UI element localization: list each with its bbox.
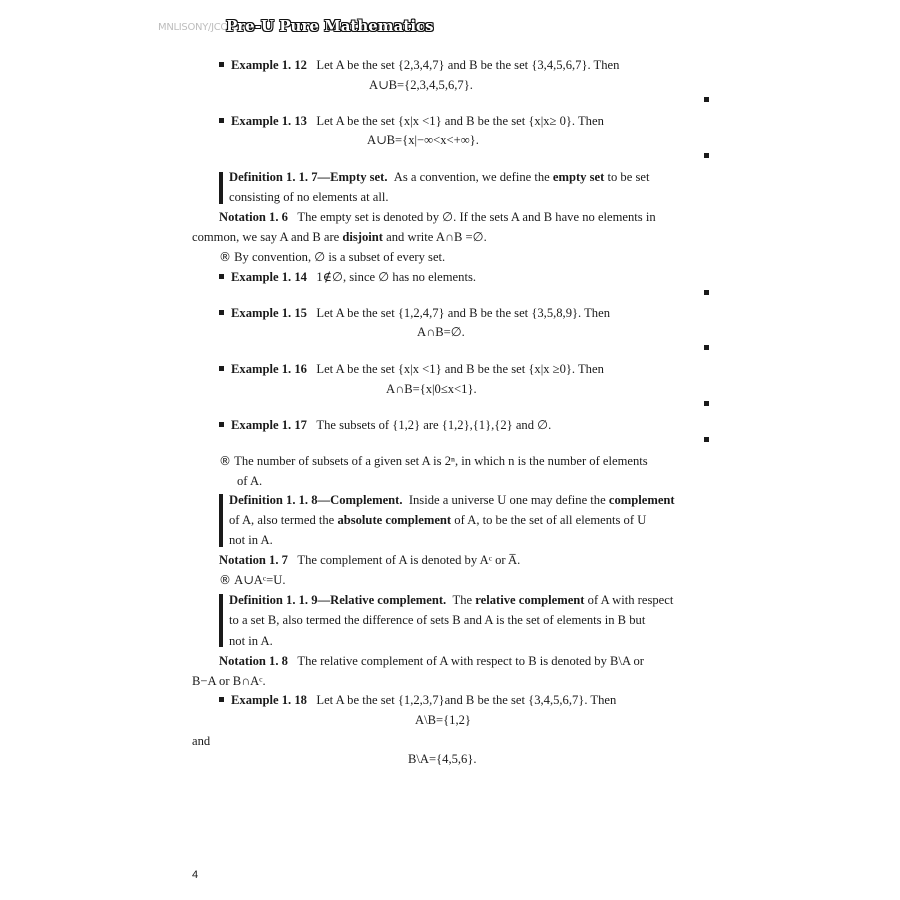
header-ghost-text: MNLISONY/JCOSST bbox=[158, 22, 246, 33]
notation-1-7 bbox=[219, 553, 520, 568]
definition-bar bbox=[219, 594, 223, 647]
example-text: Let A be the set {2,3,4,7} and B be the set {3,4,5,6,7}. Then bbox=[316, 58, 620, 72]
definition-bar bbox=[219, 172, 223, 204]
notation-1-6 bbox=[219, 210, 656, 225]
definition-text: to a set B, also termed the difference of sets B and A is the set of elements in B but bbox=[229, 613, 646, 627]
qed-square-icon bbox=[704, 437, 709, 442]
running-header-title: Pre-U Pure Mathematics bbox=[226, 17, 434, 35]
defined-term: relative complement bbox=[475, 593, 585, 607]
formula: A∩B={x|0≤x<1}. bbox=[386, 382, 477, 396]
remark-icon: ® bbox=[219, 573, 231, 587]
example-label: Example 1. 12 bbox=[231, 58, 307, 72]
example-text: Let A be the set {x|x <1} and B be the set {x|x ≥0}. Then bbox=[316, 362, 604, 376]
notation-text: The relative complement of A with respect to B is denoted by B\A or bbox=[297, 654, 644, 668]
bullet-icon bbox=[219, 274, 224, 279]
formula: A∪B={x|−∞<x<+∞}. bbox=[367, 133, 479, 147]
example-text: Let A be the set {x|x <1} and B be the set {x|x≥ 0}. Then bbox=[316, 114, 604, 128]
notation-1-8 bbox=[219, 654, 644, 669]
remark-2 bbox=[219, 454, 648, 469]
example-1-13 bbox=[219, 114, 604, 129]
bullet-icon bbox=[219, 366, 224, 371]
definition-label: Definition 1. 1. 9—Relative complement. bbox=[229, 593, 447, 607]
remark-icon: ® bbox=[219, 250, 231, 264]
bullet-icon bbox=[219, 310, 224, 315]
definition-text: of A, to be the set of all elements of U bbox=[454, 513, 647, 527]
notation-text: B−A or B∩Aᶜ. bbox=[192, 674, 266, 688]
bullet-icon bbox=[219, 422, 224, 427]
qed-square-icon bbox=[704, 401, 709, 406]
example-label: Example 1. 13 bbox=[231, 114, 307, 128]
notation-label: Notation 1. 8 bbox=[219, 654, 288, 668]
notation-text: and write A∩B =∅. bbox=[386, 230, 487, 244]
notation-label: Notation 1. 7 bbox=[219, 553, 288, 567]
defined-term: complement bbox=[608, 493, 675, 507]
notation-text: The empty set is denoted by ∅. If the sets A and B have no elements in bbox=[297, 210, 656, 224]
definition-label: Definition 1. 1. 7—Empty set. bbox=[229, 170, 388, 184]
example-label: Example 1. 17 bbox=[231, 418, 307, 432]
definition-text: of A with respect bbox=[587, 593, 674, 607]
example-label: Example 1. 14 bbox=[231, 270, 307, 284]
example-label: Example 1. 15 bbox=[231, 306, 307, 320]
definition-1-1-9 bbox=[229, 593, 673, 608]
definition-text: consisting of no elements at all. bbox=[229, 190, 389, 204]
formula: A∩B=∅. bbox=[417, 325, 465, 339]
remark-3 bbox=[219, 573, 285, 588]
definition-text: not in A. bbox=[229, 533, 273, 547]
remark-icon: ® bbox=[219, 454, 231, 468]
formula: A∪B={2,3,4,5,6,7}. bbox=[369, 78, 473, 92]
definition-text: The bbox=[452, 593, 473, 607]
example-1-14 bbox=[219, 270, 476, 285]
formula: B\A={4,5,6}. bbox=[408, 752, 477, 766]
remark-text: By convention, ∅ is a subset of every set. bbox=[234, 250, 446, 264]
definition-text: Inside a universe U one may define the bbox=[408, 493, 606, 507]
example-1-18 bbox=[219, 693, 616, 708]
notation-text: The complement of A is denoted by Aᶜ or A̅. bbox=[297, 553, 521, 567]
definition-text: As a convention, we define the bbox=[393, 170, 550, 184]
bullet-icon bbox=[219, 62, 224, 67]
formula: A\B={1,2} bbox=[415, 713, 471, 727]
definition-1-1-8-cont bbox=[229, 513, 646, 528]
definition-text: of A, also termed the bbox=[229, 513, 335, 527]
example-1-15 bbox=[219, 306, 610, 321]
remark-text: The number of subsets of a given set A is 2ⁿ, in which n is the number of elements bbox=[234, 454, 648, 468]
defined-term: absolute complement bbox=[337, 513, 452, 527]
example-text: Let A be the set {1,2,4,7} and B be the set {3,5,8,9}. Then bbox=[316, 306, 610, 320]
defined-term: empty set bbox=[552, 170, 605, 184]
qed-square-icon bbox=[704, 153, 709, 158]
notation-text: common, we say A and B are bbox=[192, 230, 340, 244]
definition-1-1-8 bbox=[229, 493, 675, 508]
remark-text: of A. bbox=[237, 474, 263, 488]
remark-text: A∪Aᶜ=U. bbox=[234, 573, 286, 587]
connector-word: and bbox=[192, 734, 211, 748]
example-label: Example 1. 18 bbox=[231, 693, 307, 707]
bullet-icon bbox=[219, 697, 224, 702]
bullet-icon bbox=[219, 118, 224, 123]
example-text: Let A be the set {1,2,3,7}and B be the set {3,4,5,6,7}. Then bbox=[316, 693, 617, 707]
example-text: 1∉∅, since ∅ has no elements. bbox=[316, 270, 476, 284]
notation-1-6-cont bbox=[192, 230, 487, 245]
example-1-16 bbox=[219, 362, 604, 377]
example-text: The subsets of {1,2} are {1,2},{1},{2} and ∅. bbox=[316, 418, 552, 432]
definition-label: Definition 1. 1. 8—Complement. bbox=[229, 493, 403, 507]
definition-1-1-7 bbox=[229, 170, 649, 185]
page-number: 4 bbox=[192, 869, 199, 881]
remark-1 bbox=[219, 250, 445, 265]
example-label: Example 1. 16 bbox=[231, 362, 307, 376]
definition-text: to be set bbox=[607, 170, 650, 184]
qed-square-icon bbox=[704, 97, 709, 102]
definition-text: not in A. bbox=[229, 634, 273, 648]
definition-bar bbox=[219, 494, 223, 547]
defined-term: disjoint bbox=[342, 230, 383, 244]
example-1-17 bbox=[219, 418, 551, 433]
notation-label: Notation 1. 6 bbox=[219, 210, 288, 224]
example-1-12 bbox=[219, 58, 619, 73]
qed-square-icon bbox=[704, 345, 709, 350]
qed-square-icon bbox=[704, 290, 709, 295]
